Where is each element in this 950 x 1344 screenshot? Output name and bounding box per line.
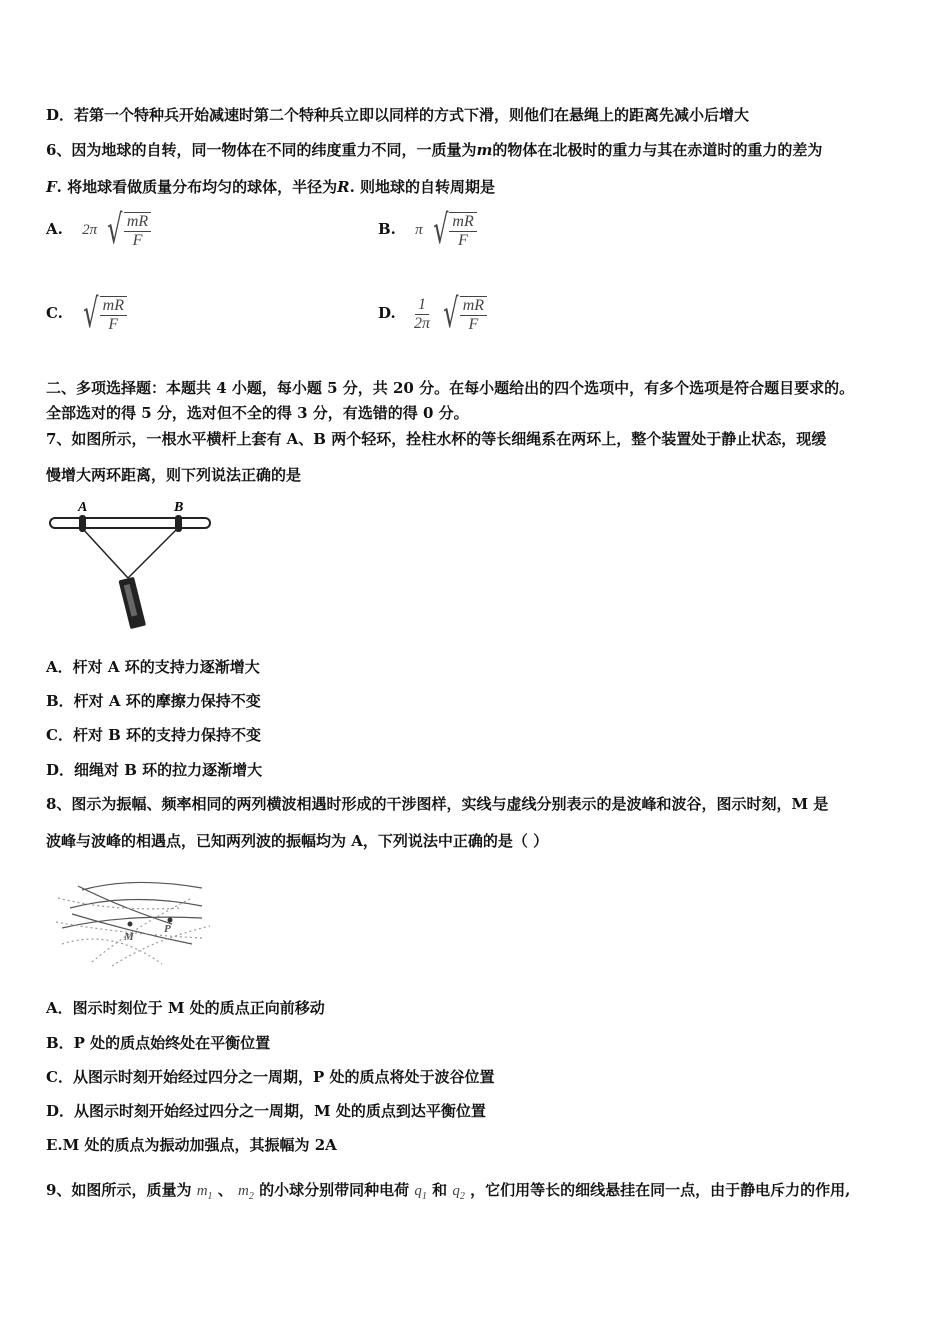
q6-option-d: D. $\frac{1}{2\pi}$ √ $\frac{mR}{F}$ <box>378 294 487 334</box>
section2-line2: 全部选对的得 5 分，选对但不全的得 3 分，有选错的得 0 分。 <box>46 404 469 422</box>
q7-option-d: D．细绳对 B 环的拉力逐渐增大 <box>46 761 263 779</box>
q7-figure <box>46 496 216 636</box>
q6-option-c: C. √ $\frac{mR}{F}$ <box>46 294 127 334</box>
q6-option-a: A. 2π √ $\frac{mR}{F}$ <box>46 210 151 250</box>
q8-option-e: E.M 处的质点为振动加强点，其振幅为 2A <box>46 1136 337 1154</box>
sqrt-expression: √ $\frac{mR}{F}$ <box>102 210 151 250</box>
q7-option-b: B．杆对 A 环的摩擦力保持不变 <box>46 692 261 710</box>
horizontal-rod <box>50 518 210 528</box>
q9-stem: 9、如图所示，质量为 $m_1$ 、 $m_2$ 的小球分别带同种电荷 $q_1$ 和 $q_2$ ，它们用等长的细线悬挂在同一点，由于静电斥力的作用, <box>46 1181 851 1202</box>
cup <box>118 577 146 629</box>
q8-option-c: C．从图示时刻开始经过四分之一周期，P 处的质点将处于波谷位置 <box>46 1068 495 1086</box>
q7-option-c: C．杆对 B 环的支持力保持不变 <box>46 726 262 744</box>
q7-stem-line2: 慢增大两环距离，则下列说法正确的是 <box>46 466 302 484</box>
string-left <box>82 528 128 578</box>
q8-stem-line2: 波峰与波峰的相遇点，已知两列波的振幅均为 A，下列说法中正确的是（ ） <box>46 832 549 850</box>
q6-option-b: B. π √ $\frac{mR}{F}$ <box>378 210 477 250</box>
q8-option-d: D．从图示时刻开始经过四分之一周期，M 处的质点到达平衡位置 <box>46 1102 486 1120</box>
q8-stem-line1: 8、图示为振幅、频率相同的两列横波相遇时形成的干涉图样，实线与虚线分别表示的是波峰和波谷，图示时刻，M 是 <box>46 795 829 813</box>
q8-option-a: A．图示时刻位于 M 处的质点正向前移动 <box>46 999 325 1017</box>
q7-option-a: A．杆对 A 环的支持力逐渐增大 <box>46 658 260 676</box>
q8-interference-figure <box>52 868 212 972</box>
sqrt-expression: √ $\frac{mR}{F}$ <box>428 210 477 250</box>
label-b: B <box>174 500 184 515</box>
string-right <box>128 528 178 578</box>
point-m <box>128 922 133 927</box>
section2-line1: 二、多项选择题：本题共 4 小题，每小题 5 分，共 20 分。在每小题给出的四个选项中，有多个选项是符合题目要求的。 <box>46 379 855 397</box>
sqrt-expression: √ $\frac{mR}{F}$ <box>438 294 487 334</box>
sqrt-expression: √ $\frac{mR}{F}$ <box>78 294 127 334</box>
q6-stem-line1: 6、因为地球的自转，同一物体在不同的纬度重力不同，一质量为m的物体在北极时的重力与其在赤道时的重力的差为 <box>46 141 823 159</box>
label-a: A <box>78 500 88 515</box>
point-p <box>168 918 173 923</box>
q5-option-d: D．若第一个特种兵开始减速时第二个特种兵立即以同样的方式下滑，则他们在悬绳上的距离先减小后增大 <box>46 106 750 124</box>
q8-option-b: B．P 处的质点始终处在平衡位置 <box>46 1034 271 1052</box>
label-m: M <box>124 931 134 943</box>
q7-stem-line1: 7、如图所示，一根水平横杆上套有 A、B 两个轻环，拴柱水杯的等长细绳系在两环上，整个装置处于静止状态，现缓 <box>46 430 827 448</box>
q6-stem-line2: F. 将地球看做质量分布均匀的球体，半径为R. 则地球的自转周期是 <box>46 178 496 196</box>
label-p: P <box>164 923 171 935</box>
